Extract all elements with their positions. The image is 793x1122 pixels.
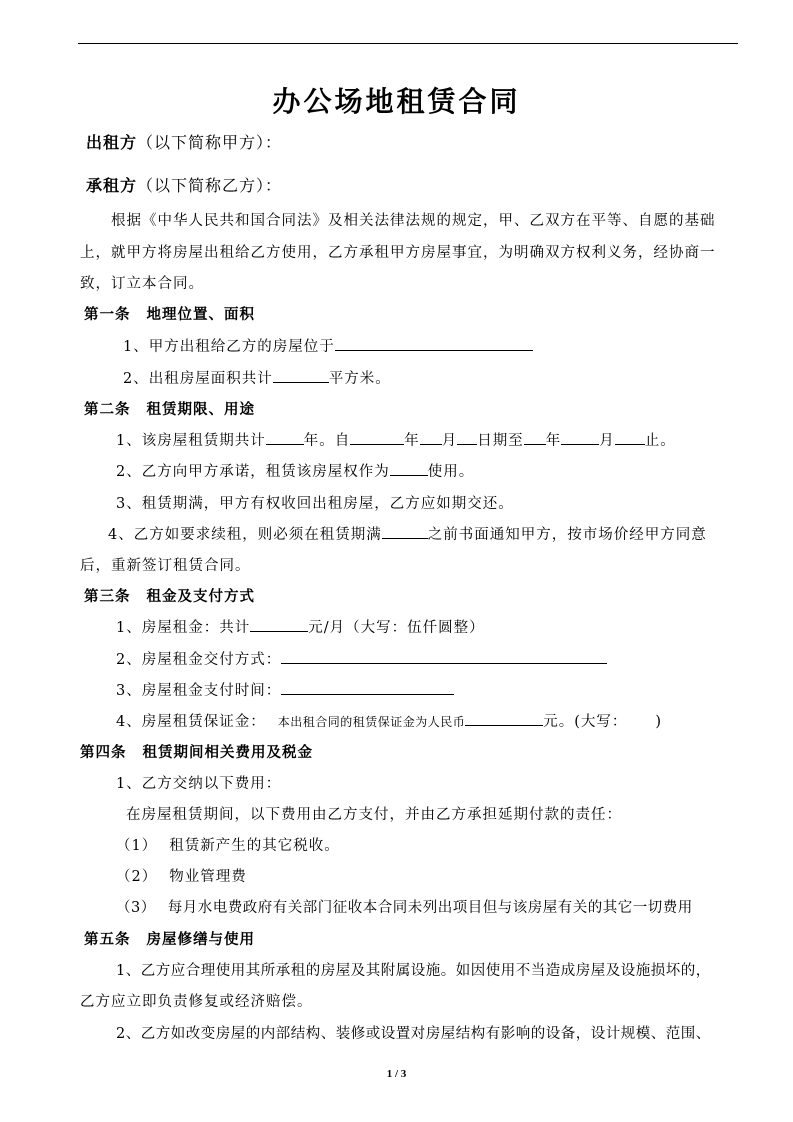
item-text: 月	[441, 433, 458, 449]
renewal-notice-blank[interactable]	[382, 525, 428, 539]
page-number: 1 / 3	[386, 1068, 407, 1080]
article-4-sub-3	[116, 896, 693, 917]
end-month-blank[interactable]	[561, 431, 599, 445]
item-text: 月	[599, 433, 615, 449]
preamble-line-2: 上，就甲方将房屋出租给乙方使用，乙方承租甲方房屋事宜，为明确双方权利义务，经协商一	[80, 245, 716, 261]
article-2-item-1	[116, 429, 676, 450]
item-text: 租赁新产生的其它税收。	[169, 838, 340, 854]
item-text: 使用。	[427, 464, 475, 480]
sub-number: （2）	[116, 869, 158, 885]
location-blank[interactable]	[335, 337, 533, 351]
document-title: 办公场地租赁合同	[272, 85, 521, 118]
item-text: 2、出租房屋面积共计	[123, 371, 273, 387]
item-text: 每月水电费政府有关部门征收本合同未列出项目但与该房屋有关的其它一切费用	[167, 900, 693, 916]
rent-amount-blank[interactable]	[250, 618, 308, 632]
article-5-item-1: 1、乙方应合理使用其所承租的房屋及其附属设施。如因使用不当造成房屋及设施损坏的，	[116, 963, 711, 979]
area-blank[interactable]	[273, 369, 329, 383]
article-3-item-1	[116, 616, 485, 637]
item-text: 日期至	[477, 433, 524, 449]
item-text: 元。(大写：	[543, 714, 628, 730]
item-text: 物业管理费	[169, 869, 247, 885]
article-2-item-2	[116, 460, 474, 481]
item-text: 2、乙方向甲方承诺，租赁该房屋权作为	[116, 464, 390, 480]
article-2-number: 第二条	[84, 401, 131, 418]
payment-method-blank[interactable]	[281, 650, 607, 664]
article-1-item-2	[123, 367, 391, 388]
article-1-name: 地理位置、面积	[146, 306, 255, 323]
article-5-number: 第五条	[84, 931, 131, 948]
item-text: )	[655, 714, 663, 730]
lessee-note: （以下简称乙方）：	[137, 176, 283, 195]
end-day-blank[interactable]	[615, 431, 645, 445]
article-5-item-2: 2、乙方如改变房屋的内部结构、装修或设置对房屋结构有影响的设备，设计规模、范围、	[116, 1026, 711, 1042]
article-5-heading	[84, 928, 255, 949]
item-text: 年。自	[303, 433, 351, 449]
article-4-sub-1	[116, 834, 340, 855]
article-3-item-3	[116, 679, 454, 700]
header-rule	[78, 43, 738, 44]
end-year-blank[interactable]	[524, 431, 546, 445]
usage-blank[interactable]	[390, 462, 428, 476]
sub-number: （3）	[116, 900, 156, 916]
lessee-line	[86, 173, 282, 196]
article-3-number: 第三条	[84, 588, 131, 605]
item-text: 2、房屋租金交付方式：	[116, 652, 282, 668]
lessor-line	[86, 130, 282, 153]
item-text: 止。	[644, 433, 676, 449]
article-3-name: 租金及支付方式	[146, 588, 255, 605]
start-year-blank[interactable]	[350, 431, 404, 445]
item-text: 元/月（大写：伍仟圆整）	[308, 620, 485, 636]
deposit-amount-blank[interactable]	[465, 712, 543, 726]
article-5-item-1-cont: 乙方应立即负责修复或经济赔偿。	[80, 994, 313, 1010]
article-3-item-2	[116, 648, 607, 669]
item-text: 4、房屋租赁保证金：	[116, 714, 266, 730]
article-4-sub-2	[116, 865, 247, 886]
item-text: 之前书面通知甲方，按市场价经甲方同意	[427, 527, 707, 543]
item-text: 本出租合同的租赁保证金为人民币	[277, 715, 466, 729]
item-text: 4、乙方如要求续租，则必须在租赁期满	[108, 527, 382, 543]
article-3-item-4	[116, 710, 662, 731]
article-5-name: 房屋修缮与使用	[146, 931, 255, 948]
item-text: 1、该房屋租赁期共计	[116, 433, 266, 449]
article-4-number: 第四条	[80, 744, 127, 761]
item-text: 年	[545, 433, 562, 449]
article-1-item-1	[123, 335, 533, 356]
lessor-note: （以下简称甲方）：	[137, 133, 283, 152]
item-text: 年	[404, 433, 420, 449]
article-1-number: 第一条	[84, 306, 131, 323]
item-text: 平方米。	[328, 371, 391, 387]
sub-number: （1）	[116, 838, 158, 854]
article-2-item-4	[108, 523, 707, 544]
term-years-blank[interactable]	[266, 431, 304, 445]
start-day-blank[interactable]	[457, 431, 477, 445]
article-2-item-3: 3、租赁期满，甲方有权收回出租房屋，乙方应如期交还。	[116, 496, 514, 512]
item-text: 1、甲方出租给乙方的房屋位于	[123, 339, 335, 355]
article-4-heading	[80, 741, 313, 762]
start-month-blank[interactable]	[420, 431, 442, 445]
article-2-item-4-cont: 后，重新签订租赁合同。	[80, 558, 251, 574]
item-text: 1、房屋租金：共计	[116, 620, 251, 636]
article-4-paragraph: 在房屋租赁期间，以下费用由乙方支付，并由乙方承担延期付款的责任：	[126, 807, 622, 823]
preamble-line-1: 根据《中华人民共和国合同法》及相关法律法规的规定，甲、乙双方在平等、自愿的基础	[111, 213, 716, 229]
payment-time-blank[interactable]	[281, 681, 454, 695]
article-4-name: 租赁期间相关费用及税金	[142, 744, 313, 761]
article-2-heading	[84, 398, 255, 419]
lessor-label: 出租方	[86, 133, 138, 152]
preamble-line-3: 致，订立本合同。	[80, 276, 204, 292]
article-2-name: 租赁期限、用途	[146, 401, 255, 418]
item-text: 3、房屋租金支付时间：	[116, 683, 282, 699]
article-1-heading	[84, 303, 255, 324]
article-3-heading	[84, 585, 255, 606]
lessee-label: 承租方	[86, 176, 138, 195]
article-4-item-1: 1、乙方交纳以下费用：	[116, 776, 282, 792]
